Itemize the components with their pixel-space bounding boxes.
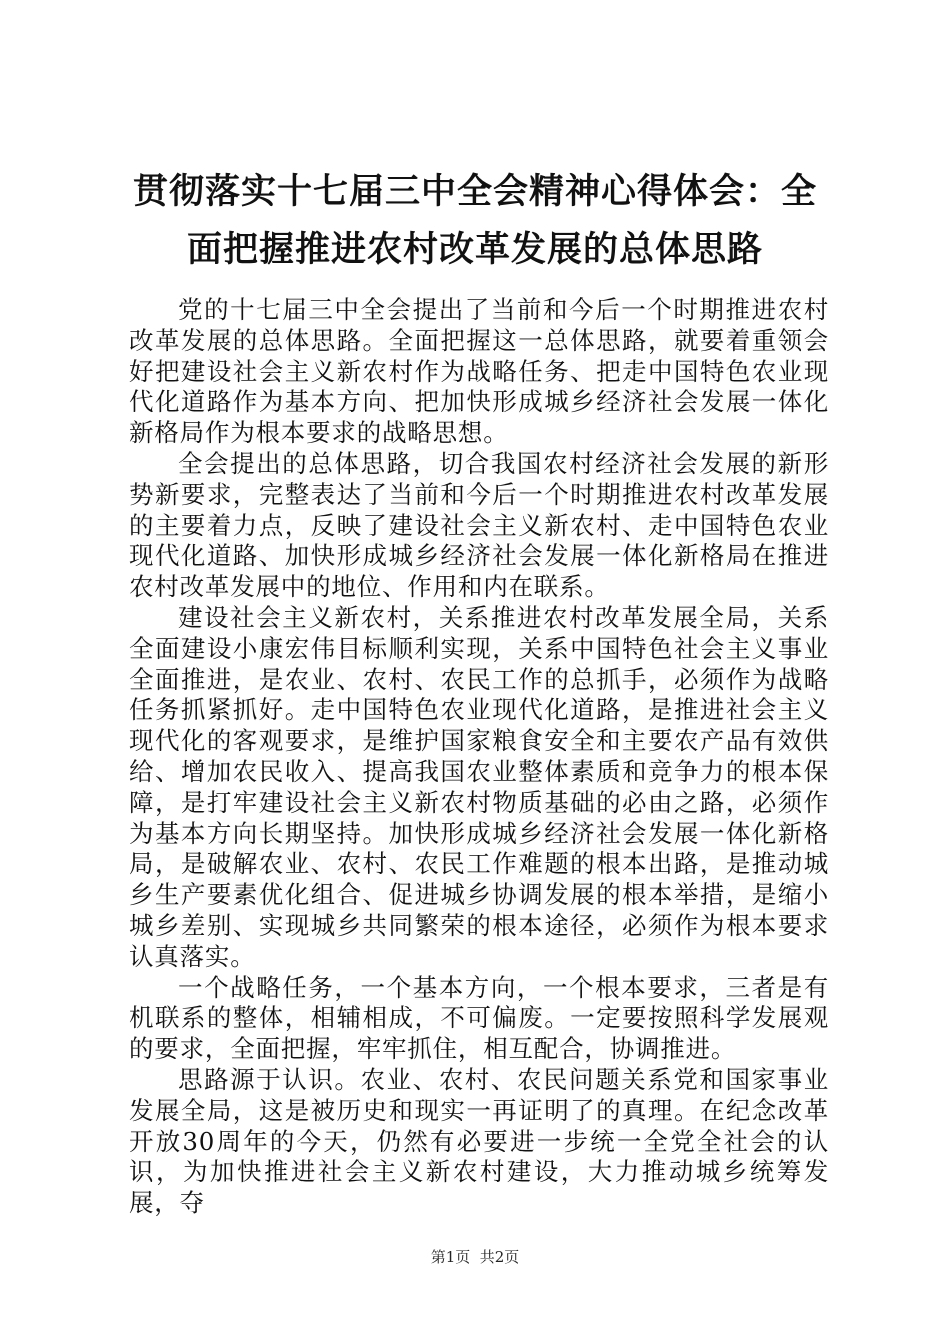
page-number: 第1页 共2页 (430, 1248, 520, 1266)
paragraph: 思路源于认识。农业、农村、农民问题关系党和国家事业发展全局，这是被历史和现实一再证明了的真理。在纪念改革开放30周年的今天，仍然有必要进一步统一全党全社会的认识，为加快推进社会主义新农村建设，大力推动城乡统筹发展，夺 (129, 1064, 829, 1218)
paragraph: 建设社会主义新农村，关系推进农村改革发展全局，关系全面建设小康宏伟目标顺利实现，关系中国特色社会主义事业全面推进，是农业、农村、农民工作的总抓手，必须作为战略任务抓紧抓好。走中国特色农业现代化道路，是推进社会主义现代化的客观要求，是维护国家粮食安全和主要农产品有效供给、增加农民收入、提高我国农业整体素质和竞争力的根本保障，是打牢建设社会主义新农村物质基础的必由之路，必须作为基本方向长期坚持。加快形成城乡经济社会发展一体化新格局，是破解农业、农村、农民工作难题的根本出路，是推动城乡生产要素优化组合、促进城乡协调发展的根本举措，是缩小城乡差别、实现城乡共同繁荣的根本途径，必须作为根本要求认真落实。 (129, 602, 829, 971)
document-body (129, 295, 829, 1219)
page-footer (0, 1246, 950, 1267)
paragraph: 一个战略任务，一个基本方向，一个根本要求，三者是有机联系的整体，相辅相成，不可偏废。一定要按照科学发展观的要求，全面把握，牢牢抓住，相互配合，协调推进。 (129, 972, 829, 1064)
paragraph: 党的十七届三中全会提出了当前和今后一个时期推进农村改革发展的总体思路。全面把握这一总体思路，就要着重领会好把建设社会主义新农村作为战略任务、把走中国特色农业现代化道路作为基本方向、把加快形成城乡经济社会发展一体化新格局作为根本要求的战略思想。 (129, 295, 829, 448)
paragraph: 全会提出的总体思路，切合我国农村经济社会发展的新形势新要求，完整表达了当前和今后一个时期推进农村改革发展的主要着力点，反映了建设社会主义新农村、走中国特色农业现代化道路、加快形成城乡经济社会发展一体化新格局在推进农村改革发展中的地位、作用和内在联系。 (129, 448, 829, 602)
document-title: 贯彻落实十七届三中全会精神心得体会：全面把握推进农村改革发展的总体思路 (132, 171, 817, 270)
